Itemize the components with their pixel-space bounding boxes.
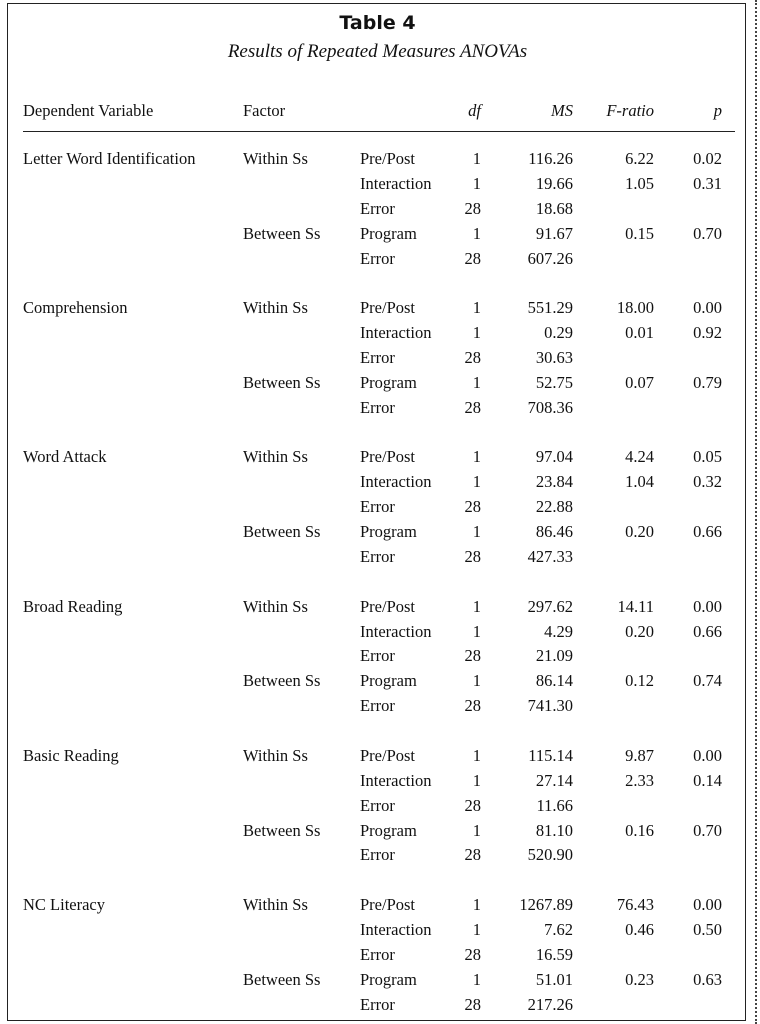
row-factor: Between Ss (243, 820, 321, 840)
row-factor: Within Ss (243, 447, 308, 467)
row-p: 0.63 (693, 969, 722, 989)
row-source: Error (360, 547, 395, 566)
row-ms: 217.26 (527, 994, 573, 1014)
row-p: 0.02 (693, 149, 722, 168)
row-ms: 16.59 (535, 944, 573, 964)
page-edge-dotted (755, 0, 757, 1024)
row-df: 1 (472, 745, 481, 765)
row-df: 1 (472, 895, 481, 914)
row-source: Program (360, 820, 417, 840)
dependent-variable-label: Comprehension (23, 298, 128, 318)
row-p: 0.00 (693, 596, 722, 616)
row-factor: Between Ss (243, 223, 321, 243)
row-p: 0.14 (693, 770, 722, 790)
row-source: Error (360, 198, 395, 218)
row-source: Pre/Post (360, 447, 416, 467)
row-source: Pre/Post (360, 298, 416, 318)
row-source: Interaction (360, 621, 432, 641)
row-source: Error (360, 944, 395, 964)
row-f-ratio: 0.15 (625, 223, 654, 243)
row-df: 28 (464, 994, 481, 1014)
row-df: 28 (464, 397, 481, 417)
row-source: Error (360, 497, 395, 517)
row-df: 1 (472, 919, 481, 939)
row-df: 28 (464, 497, 481, 517)
row-ms: 427.33 (527, 547, 573, 566)
row-df: 1 (472, 596, 481, 616)
row-df: 1 (472, 770, 481, 790)
row-f-ratio: 14.11 (617, 596, 654, 616)
dependent-variable-label: Word Attack (23, 447, 107, 467)
row-ms: 23.84 (535, 472, 573, 492)
row-df: 1 (472, 223, 481, 243)
row-f-ratio: 18.00 (616, 298, 654, 318)
row-ms: 0.29 (544, 323, 573, 343)
dependent-variable-label: Broad Reading (23, 596, 123, 616)
row-source: Program (360, 223, 417, 243)
row-df: 1 (472, 671, 481, 691)
row-source: Pre/Post (360, 895, 416, 914)
row-p: 0.31 (693, 173, 722, 193)
header-p: p (713, 101, 722, 120)
row-p: 0.00 (693, 298, 722, 318)
row-f-ratio: 0.16 (625, 820, 654, 840)
row-p: 0.50 (693, 919, 722, 939)
row-source: Interaction (360, 323, 432, 343)
row-p: 0.74 (693, 671, 722, 691)
row-ms: 86.14 (535, 671, 573, 691)
row-df: 1 (472, 969, 481, 989)
header-f-ratio: F-ratio (606, 101, 654, 120)
row-ms: 27.14 (535, 770, 573, 790)
row-ms: 52.75 (535, 372, 573, 392)
row-f-ratio: 0.12 (625, 671, 654, 691)
row-ms: 115.14 (528, 745, 573, 765)
row-factor: Between Ss (243, 522, 321, 542)
row-f-ratio: 0.46 (625, 919, 654, 939)
row-source: Error (360, 994, 395, 1014)
row-source: Program (360, 522, 417, 542)
row-factor: Within Ss (243, 745, 308, 765)
row-ms: 19.66 (535, 173, 573, 193)
row-source: Interaction (360, 770, 432, 790)
row-df: 28 (464, 944, 481, 964)
row-ms: 51.01 (535, 969, 573, 989)
table-subtitle: Results of Repeated Measures ANOVAs (227, 41, 528, 62)
header-dependent-variable: Dependent Variable (23, 101, 154, 120)
table-frame (7, 3, 746, 1021)
row-source: Pre/Post (360, 745, 416, 765)
row-df: 1 (472, 472, 481, 492)
header-df: df (468, 101, 481, 120)
header-ms: MS (551, 101, 573, 120)
row-f-ratio: 0.20 (625, 522, 654, 542)
row-p: 0.05 (693, 447, 722, 467)
row-p: 0.66 (693, 621, 722, 641)
dependent-variable-label: Letter Word Identification (23, 149, 196, 168)
row-f-ratio: 0.20 (625, 621, 654, 641)
row-source: Error (360, 248, 395, 268)
row-ms: 97.04 (535, 447, 573, 467)
row-f-ratio: 4.24 (625, 447, 654, 467)
row-f-ratio: 0.07 (625, 372, 654, 392)
dependent-variable-label: Basic Reading (23, 745, 119, 765)
row-df: 28 (464, 845, 481, 865)
row-df: 1 (472, 173, 481, 193)
row-f-ratio: 0.01 (625, 323, 654, 343)
row-source: Pre/Post (360, 149, 416, 168)
row-p: 0.32 (693, 472, 722, 492)
row-ms: 7.62 (544, 919, 573, 939)
row-ms: 30.63 (535, 348, 573, 367)
row-df: 1 (472, 447, 481, 467)
row-df: 1 (472, 372, 481, 392)
row-ms: 4.29 (544, 621, 573, 641)
row-ms: 520.90 (527, 845, 573, 865)
row-f-ratio: 1.04 (625, 472, 654, 492)
row-factor: Within Ss (243, 596, 308, 616)
row-df: 28 (464, 547, 481, 566)
row-ms: 551.29 (527, 298, 573, 318)
row-df: 28 (464, 248, 481, 268)
header-factor: Factor (243, 101, 286, 120)
row-ms: 1267.89 (519, 895, 573, 914)
row-ms: 741.30 (527, 696, 573, 716)
row-df: 28 (464, 198, 481, 218)
row-factor: Within Ss (243, 895, 308, 914)
row-ms: 297.62 (527, 596, 573, 616)
row-source: Program (360, 969, 417, 989)
row-df: 1 (472, 522, 481, 542)
row-f-ratio: 1.05 (625, 173, 654, 193)
row-ms: 116.26 (528, 149, 573, 168)
row-p: 0.00 (693, 745, 722, 765)
row-source: Program (360, 671, 417, 691)
row-p: 0.66 (693, 522, 722, 542)
row-source: Error (360, 646, 395, 666)
row-ms: 18.68 (535, 198, 573, 218)
row-p: 0.92 (693, 323, 722, 343)
dependent-variable-label: NC Literacy (23, 895, 106, 914)
row-df: 1 (472, 621, 481, 641)
row-source: Interaction (360, 919, 432, 939)
row-ms: 11.66 (536, 795, 573, 815)
row-df: 28 (464, 348, 481, 367)
row-source: Error (360, 696, 395, 716)
row-f-ratio: 0.23 (625, 969, 654, 989)
row-ms: 86.46 (535, 522, 573, 542)
row-source: Program (360, 372, 417, 392)
row-df: 1 (472, 820, 481, 840)
row-p: 0.79 (693, 372, 722, 392)
row-factor: Between Ss (243, 671, 321, 691)
row-source: Interaction (360, 472, 432, 492)
row-source: Interaction (360, 173, 432, 193)
row-p: 0.70 (693, 820, 722, 840)
row-ms: 708.36 (527, 397, 573, 417)
row-f-ratio: 9.87 (625, 745, 654, 765)
row-df: 1 (472, 323, 481, 343)
row-factor: Between Ss (243, 969, 321, 989)
table-title: Table 4 (339, 12, 416, 34)
row-p: 0.00 (693, 895, 722, 914)
header-rule (23, 131, 735, 132)
row-f-ratio: 2.33 (625, 770, 654, 790)
row-df: 28 (464, 795, 481, 815)
row-factor: Within Ss (243, 298, 308, 318)
row-source: Error (360, 795, 395, 815)
row-ms: 21.09 (535, 646, 573, 666)
row-p: 0.70 (693, 223, 722, 243)
row-source: Error (360, 845, 395, 865)
row-source: Pre/Post (360, 596, 416, 616)
row-source: Error (360, 397, 395, 417)
row-factor: Between Ss (243, 372, 321, 392)
row-df: 1 (472, 149, 481, 168)
row-ms: 607.26 (527, 248, 573, 268)
row-factor: Within Ss (243, 149, 308, 168)
row-df: 28 (464, 646, 481, 666)
row-df: 1 (472, 298, 481, 318)
row-df: 28 (464, 696, 481, 716)
row-ms: 22.88 (535, 497, 573, 517)
row-source: Error (360, 348, 395, 367)
row-f-ratio: 76.43 (616, 895, 654, 914)
row-ms: 91.67 (535, 223, 573, 243)
row-ms: 81.10 (535, 820, 573, 840)
row-f-ratio: 6.22 (625, 149, 654, 168)
